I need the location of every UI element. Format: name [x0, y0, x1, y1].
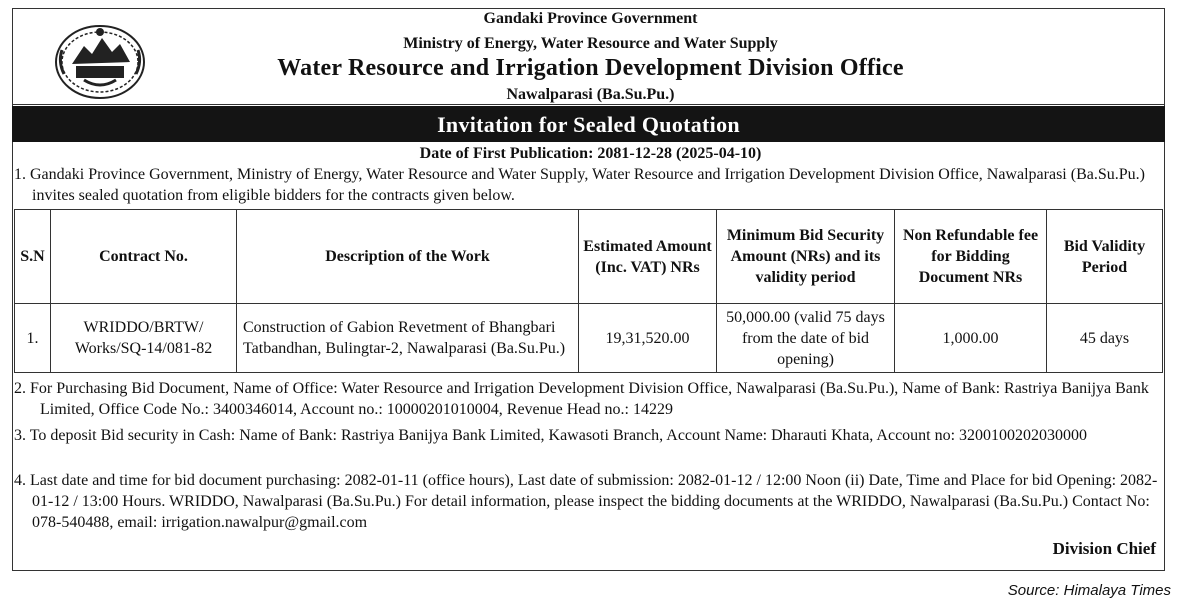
clause-3 [14, 425, 1164, 446]
publication-date: Date of First Publication: 2081-12-28 (2025-04-10) [419, 145, 762, 162]
office-name: Water Resource and Irrigation Development Division Office [277, 55, 904, 81]
cell-bid-security: 50,000.00 (valid 75 days from the date of bid opening) [717, 304, 895, 373]
cell-estimated-amount: 19,31,520.00 [579, 304, 717, 373]
cell-validity: 45 days [1047, 304, 1163, 373]
intro-paragraph [14, 164, 1164, 206]
intro-text: 1. Gandaki Province Government, Ministry of Energy, Water Resource and Water Supply, Water Resource and Irrigation Development Division Office, Nawalparasi (Ba.Su.Pu.) invites sealed quotation from eligible bidders for the contracts given below. [14, 166, 1145, 204]
col-header-sn: S.N [15, 210, 51, 304]
cell-description: Construction of Gabion Revetment of Bhangbari Tatbandhan, Bulingtar-2, Nawalparasi (Ba.Su.Pu.) [237, 304, 579, 373]
contracts-table [14, 209, 1163, 373]
col-header-contract-no: Contract No. [51, 210, 237, 304]
col-header-fee: Non Refundable fee for Bidding Document NRs [895, 210, 1047, 304]
clause-4 [14, 470, 1164, 533]
col-header-description: Description of the Work [237, 210, 579, 304]
clause-4-text: 4. Last date and time for bid document purchasing: 2082-01-11 (office hours), Last date of submission: 2082-01-12 / 12:00 Noon (ii) Date, Time and Place for bid Opening: 2082-01-12 / 13:00 Hours. WRIDDO, Nawalparasi (Ba.Su.Pu.) For detail information, please inspect the bidding documents at the WRIDDO, Nawalparasi (Ba.Su.Pu.) Contact No: 078-540488, email: irrigation.nawalpur@gmail.com [14, 472, 1158, 531]
cell-contract-no: WRIDDO/BRTW/ Works/SQ-14/081-82 [51, 304, 237, 373]
table-row [15, 304, 1163, 373]
source-credit: Source: Himalaya Times [1007, 582, 1171, 599]
header-divider [12, 104, 1165, 105]
cell-sn: 1. [15, 304, 51, 373]
col-header-estimated-amount: Estimated Amount (Inc. VAT) NRs [579, 210, 717, 304]
table-header-row [15, 210, 1163, 304]
notice-title: Invitation for Sealed Quotation [12, 106, 1165, 142]
cell-fee: 1,000.00 [895, 304, 1047, 373]
clause-2-text: 2. For Purchasing Bid Document, Name of Office: Water Resource and Irrigation Development Division Office, Nawalparasi (Ba.Su.Pu.), Name of Bank: Rastriya Banijya Bank Limited, Office Code No.: 3400346014, Account no.: 10000201010004, Revenue Head no.: 14229 [14, 380, 1149, 418]
ministry-name: Ministry of Energy, Water Resource and Water Supply [403, 35, 778, 52]
government-name: Gandaki Province Government [483, 10, 698, 27]
col-header-validity: Bid Validity Period [1047, 210, 1163, 304]
signature: Division Chief [1052, 539, 1156, 558]
col-header-bid-security: Minimum Bid Security Amount (NRs) and its validity period [717, 210, 895, 304]
office-location: Nawalparasi (Ba.Su.Pu.) [506, 86, 675, 103]
clause-2 [14, 378, 1164, 420]
clause-3-text: 3. To deposit Bid security in Cash: Name of Bank: Rastriya Banijya Bank Limited, Kawasoti Branch, Account Name: Dharauti Khata, Account no: 3200100202030000 [14, 427, 1088, 444]
